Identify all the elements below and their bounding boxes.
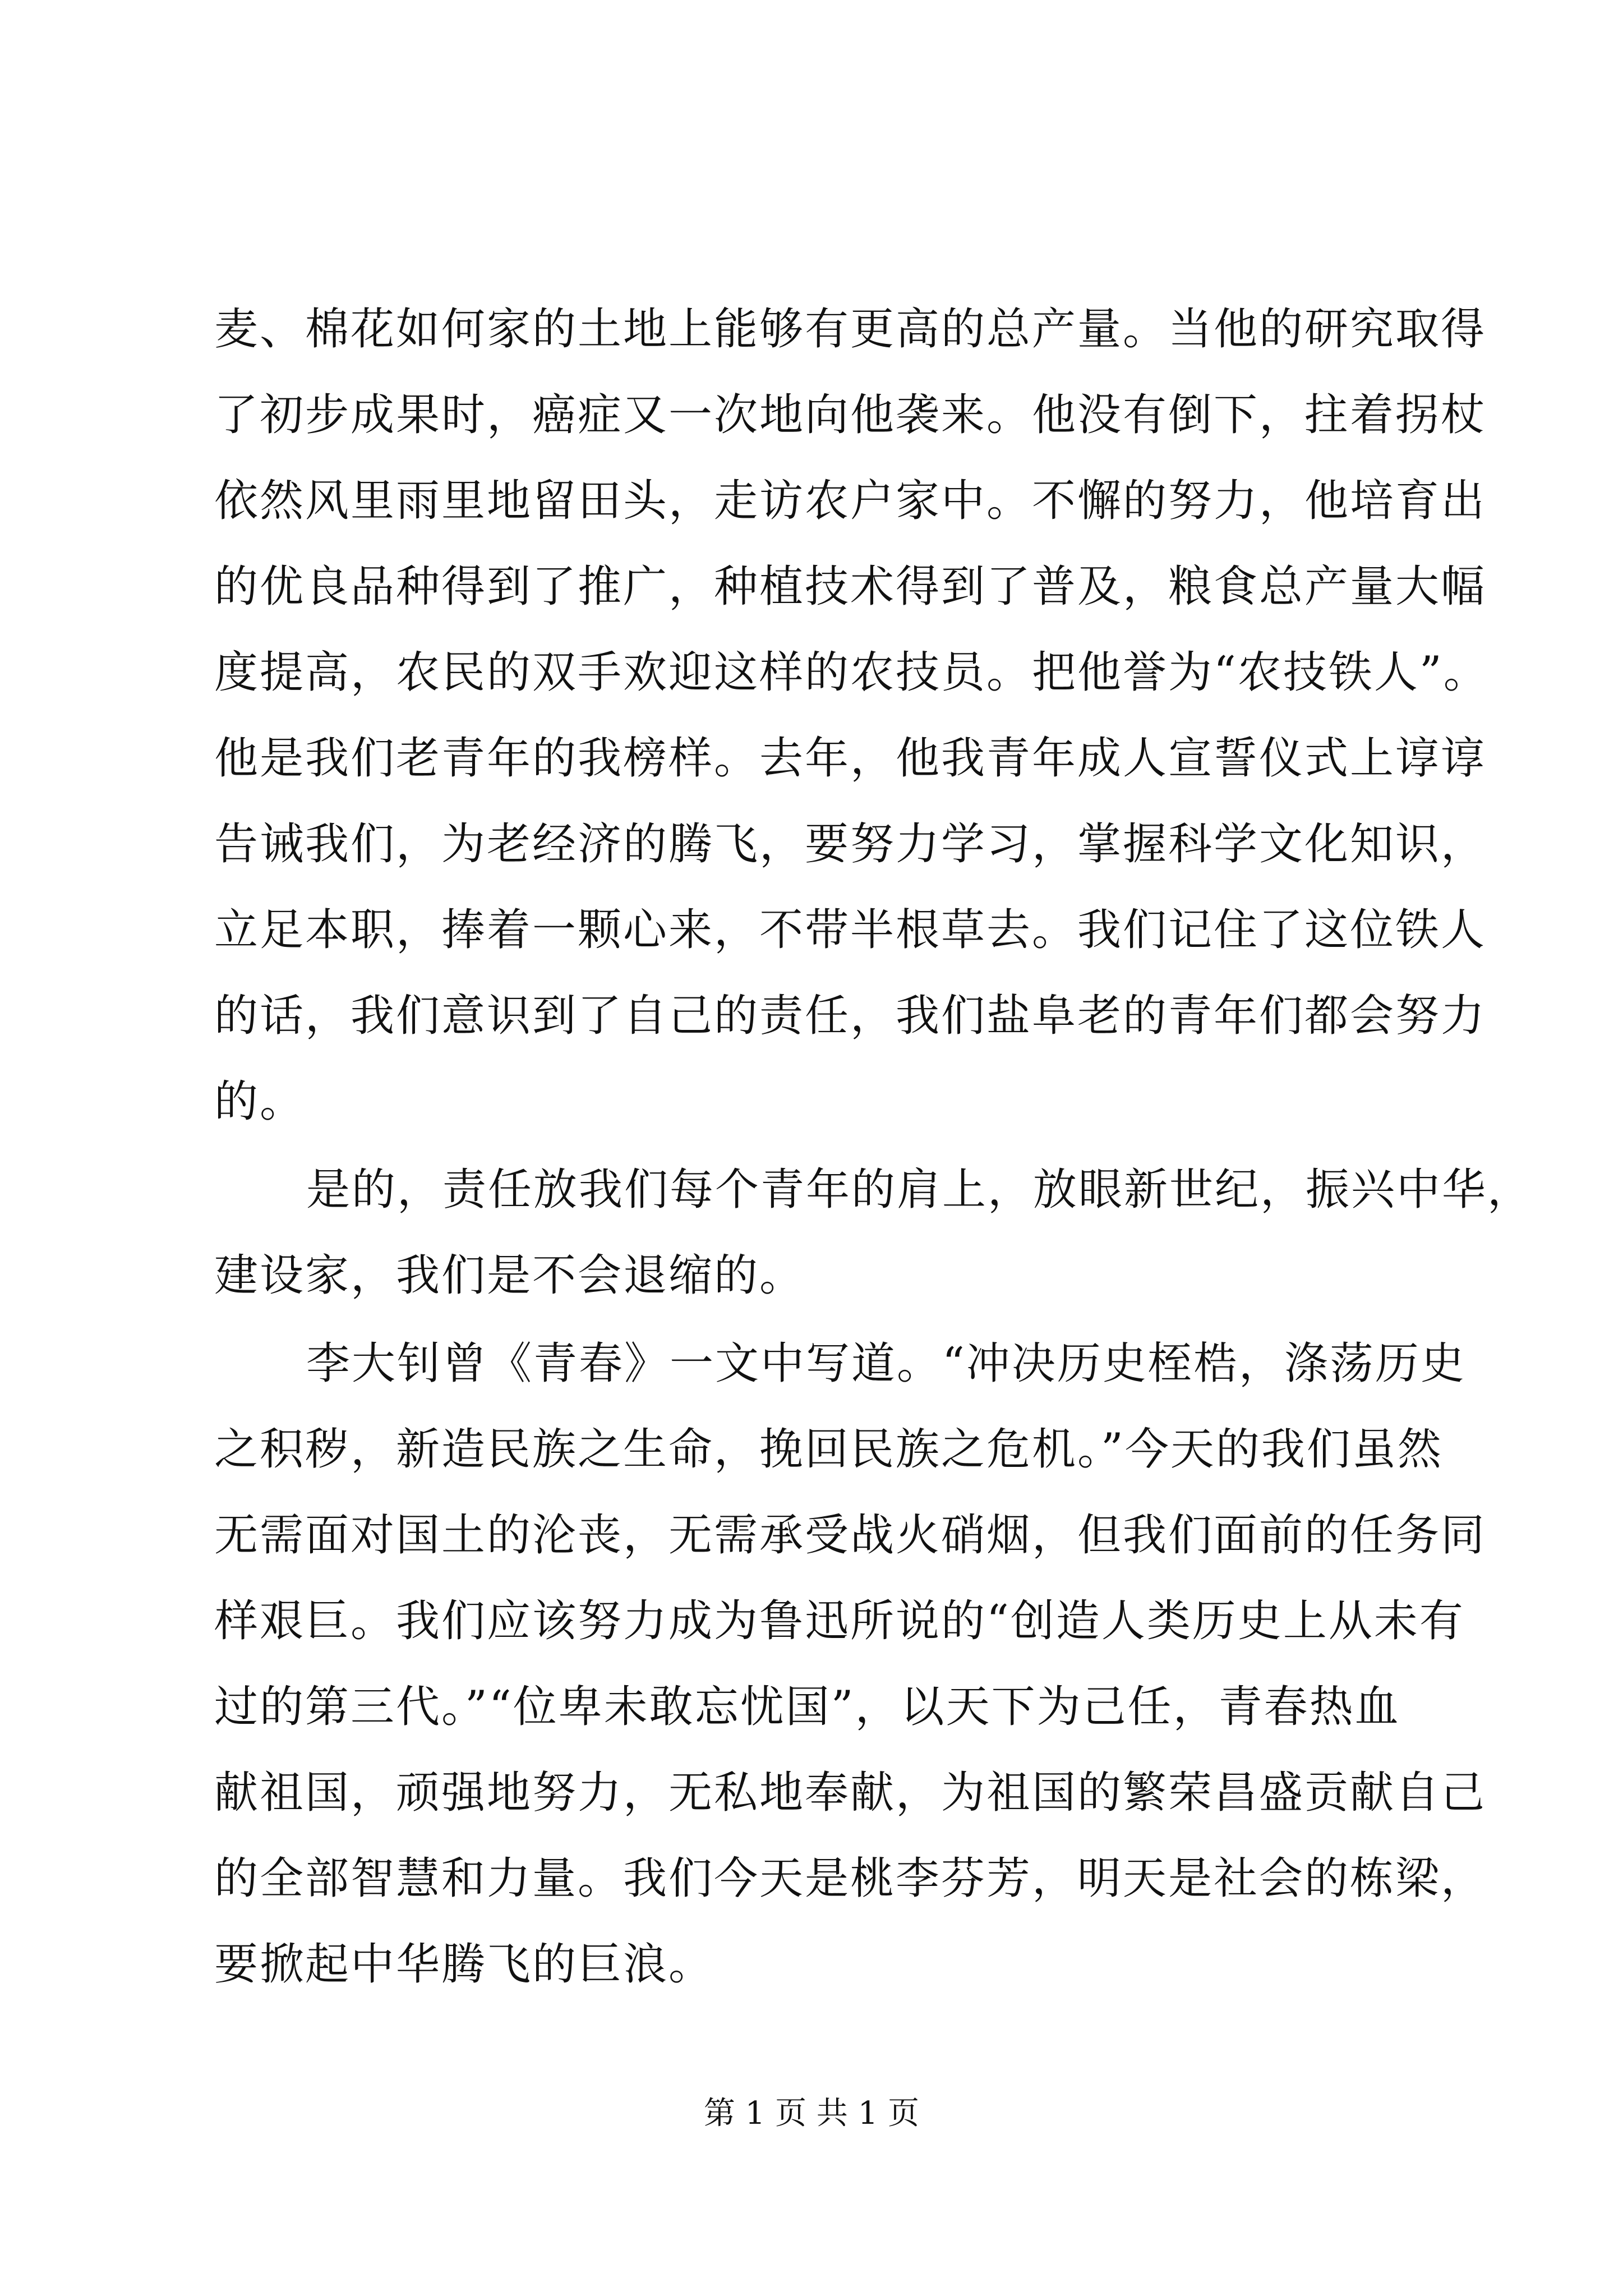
paragraph-3-line-1: 李大钊曾《青春》一文中写道。“冲决历史桎梏，涤荡历史 [306, 1338, 1466, 1389]
paragraph-2-line-2: 建设家，我们是不会退缩的。 [214, 1250, 805, 1301]
paragraph-3-line-3: 无需面对国土的沦丧，无需承受战火硝烟，但我们面前的任务同 [214, 1510, 1487, 1561]
paragraph-3-line-7: 的全部智慧和力量。我们今天是桃李芬芳，明天是社会的栋梁， [214, 1853, 1487, 1904]
paragraph-2-line-1: 是的，责任放我们每个青年的肩上，放眼新世纪，振兴中华， [306, 1165, 1533, 1215]
page-footer: 第 1 页 共 1 页 [703, 2095, 920, 2132]
paragraph-1-line-10: 的。 [214, 1076, 306, 1127]
paragraph-3-line-8: 要掀起中华腾飞的巨浪。 [214, 1939, 714, 1990]
paragraph-1-line-2: 了初步成果时，癌症又一次地向他袭来。他没有倒下，拄着拐杖 [214, 390, 1487, 440]
paragraph-3-line-2: 之积秽，新造民族之生命，挽回民族之危机。”今天的我们虽然 [214, 1424, 1443, 1475]
paragraph-1-line-7: 告诫我们，为老经济的腾飞，要努力学习，掌握科学文化知识， [214, 819, 1487, 869]
paragraph-1-line-4: 的优良品种得到了推广，种植技术得到了普及，粮食总产量大幅 [214, 562, 1487, 612]
paragraph-1-line-1: 麦、棉花如何家的土地上能够有更高的总产量。当他的研究取得 [214, 304, 1487, 355]
paragraph-3-line-4: 样艰巨。我们应该努力成为鲁迅所说的“创造人类历史上从未有 [214, 1596, 1465, 1646]
paragraph-3-line-5: 过的第三代。”“位卑未敢忘忧国”，以天下为己任，青春热血 [214, 1682, 1400, 1732]
paragraph-3-line-6: 献祖国，顽强地努力，无私地奉献，为祖国的繁荣昌盛贡献自己 [214, 1768, 1487, 1818]
paragraph-1-line-5: 度提高，农民的双手欢迎这样的农技员。把他誉为“农技铁人”。 [214, 647, 1489, 698]
paragraph-1-line-8: 立足本职，捧着一颗心来，不带半根草去。我们记住了这位铁人 [214, 905, 1487, 955]
paragraph-1-line-9: 的话，我们意识到了自己的责任，我们盐阜老的青年们都会努力 [214, 991, 1487, 1041]
paragraph-1-line-6: 他是我们老青年的我榜样。去年，他我青年成人宣誓仪式上谆谆 [214, 733, 1487, 784]
paragraph-1-line-3: 依然风里雨里地留田头，走访农户家中。不懈的努力，他培育出 [214, 476, 1487, 526]
